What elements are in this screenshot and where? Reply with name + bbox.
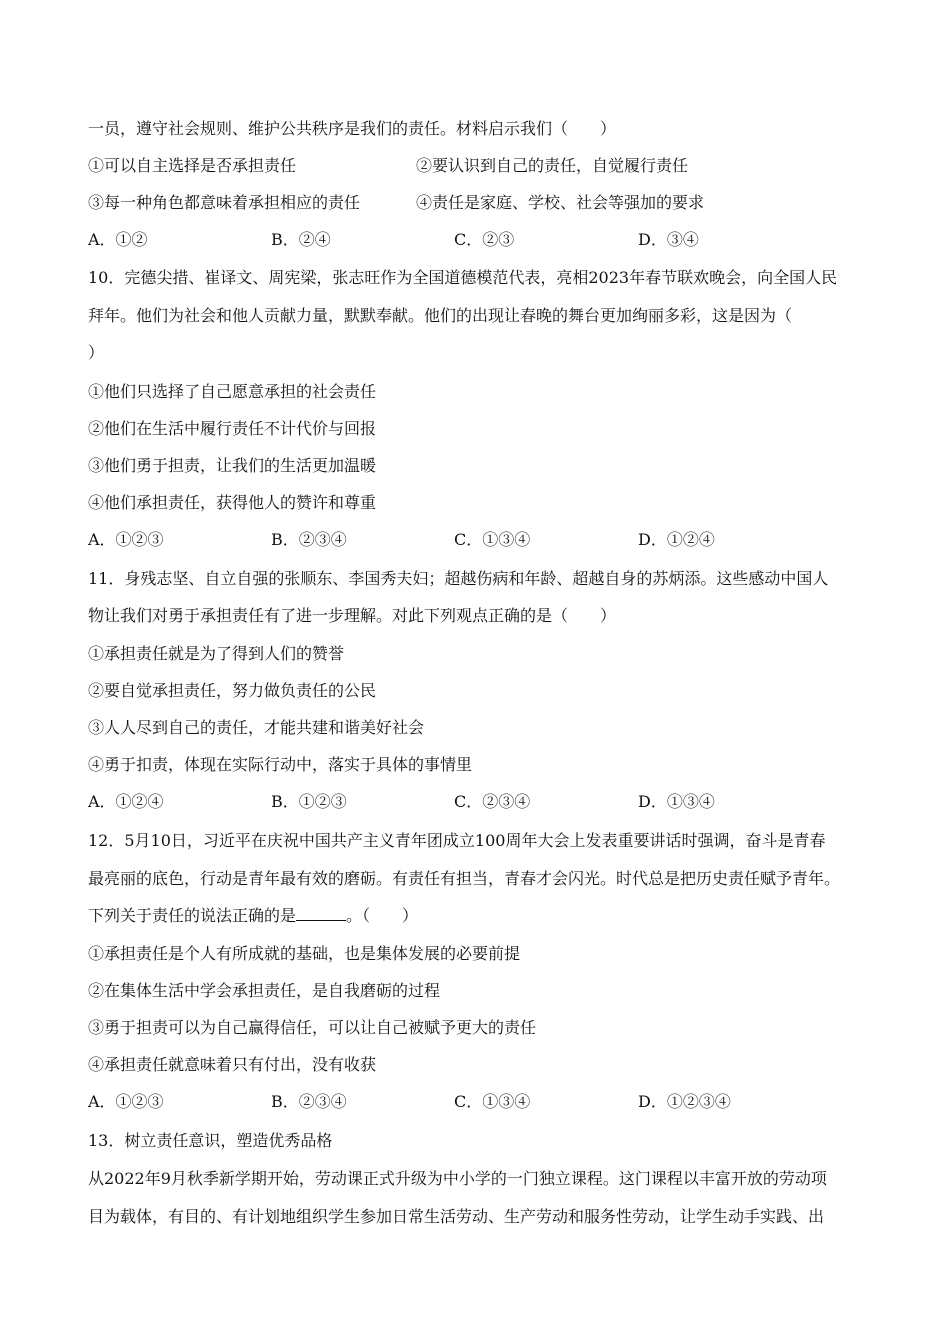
q10-statement-4: ④他们承担责任，获得他人的赞许和尊重 bbox=[88, 493, 377, 512]
q11-options bbox=[88, 791, 888, 813]
q12-option-b[interactable]: B．②③④ bbox=[271, 1092, 347, 1111]
q12-option-a[interactable]: A．①②③ bbox=[88, 1092, 164, 1111]
q9-statement-4: ④责任是家庭、学校、社会等强加的要求 bbox=[416, 193, 705, 212]
q12-statement-2: ②在集体生活中学会承担责任，是自我磨砺的过程 bbox=[88, 981, 441, 1000]
q12-stem-line-1: 12．5月10日，习近平在庆祝中国共产主义青年团成立100周年大会上发表重要讲话时强调，奋斗是青春 bbox=[88, 831, 826, 850]
q12-stem-line-2: 最亮丽的底色，行动是青年最有效的磨砺。有责任有担当，青春才会闪光。时代总是把历史责任赋予青年。 bbox=[88, 869, 841, 888]
q9-option-c[interactable]: C．②③ bbox=[454, 230, 515, 249]
q9-option-a[interactable]: A．①② bbox=[88, 230, 148, 249]
q13-material-line-1: 从2022年9月秋季新学期开始，劳动课正式升级为中小学的一门独立课程。这门课程以丰富开放的劳动项 bbox=[88, 1169, 827, 1188]
q11-option-d[interactable]: D．①③④ bbox=[638, 792, 715, 811]
q10-options bbox=[88, 529, 888, 551]
q11-statement-2: ②要自觉承担责任，努力做负责任的公民 bbox=[88, 681, 377, 700]
q10-option-d[interactable]: D．①②④ bbox=[638, 530, 715, 549]
q10-option-b[interactable]: B．②③④ bbox=[271, 530, 347, 549]
q12-statement-1: ①承担责任是个人有所成就的基础，也是集体发展的必要前提 bbox=[88, 944, 521, 963]
q11-stem-line-2: 物让我们对勇于承担责任有了进一步理解。对此下列观点正确的是（ ） bbox=[88, 606, 617, 625]
q9-statement-row-2 bbox=[88, 192, 888, 214]
q12-stem-paren: 。（ ） bbox=[346, 906, 419, 925]
q10-stem-line-1: 10．完德尖措、崔译文、周宪梁，张志旺作为全国道德模范代表，亮相2023年春节联欢晚会，向全国人民 bbox=[88, 268, 838, 287]
q10-stem-line-2: 拜年。他们为社会和他人贡献力量，默默奉献。他们的出现让春晚的舞台更加绚丽多彩，这是因为（ bbox=[88, 306, 793, 325]
q13-material-line-2: 目为载体，有目的、有计划地组织学生参加日常生活劳动、生产劳动和服务性劳动，让学生动手实践、出 bbox=[88, 1207, 825, 1226]
q12-answer-blank[interactable] bbox=[296, 906, 346, 921]
q11-statement-3: ③人人尽到自己的责任，才能共建和谐美好社会 bbox=[88, 718, 425, 737]
q9-stem-tail: 一员，遵守社会规则、维护公共秩序是我们的责任。材料启示我们（ ） bbox=[88, 119, 617, 138]
q11-option-b[interactable]: B．①②③ bbox=[271, 792, 347, 811]
q12-option-c[interactable]: C．①③④ bbox=[454, 1092, 531, 1111]
q13-title: 13．树立责任意识，塑造优秀品格 bbox=[88, 1131, 333, 1150]
q10-option-c[interactable]: C．①③④ bbox=[454, 530, 531, 549]
q11-option-c[interactable]: C．②③④ bbox=[454, 792, 531, 811]
q9-statement-row-1 bbox=[88, 155, 888, 177]
q10-statement-3: ③他们勇于担责，让我们的生活更加温暖 bbox=[88, 456, 377, 475]
q12-statement-4: ④承担责任就意味着只有付出，没有收获 bbox=[88, 1055, 377, 1074]
q12-options bbox=[88, 1091, 888, 1113]
q9-statement-3: ③每一种角色都意味着承担相应的责任 bbox=[88, 193, 361, 212]
q9-options bbox=[88, 229, 888, 251]
q10-stem-line-3: ） bbox=[88, 343, 105, 362]
q9-option-d[interactable]: D．③④ bbox=[638, 230, 699, 249]
q11-statement-1: ①承担责任就是为了得到人们的赞誉 bbox=[88, 644, 345, 663]
q9-statement-1: ①可以自主选择是否承担责任 bbox=[88, 156, 297, 175]
q9-option-b[interactable]: B．②④ bbox=[271, 230, 331, 249]
q12-stem-line-3 bbox=[88, 905, 418, 927]
q12-stem-prompt: 下列关于责任的说法正确的是 bbox=[88, 906, 297, 925]
q11-statement-4: ④勇于扣责，体现在实际行动中，落实于具体的事情里 bbox=[88, 755, 473, 774]
q10-statement-1: ①他们只选择了自己愿意承担的社会责任 bbox=[88, 382, 377, 401]
q12-statement-3: ③勇于担责可以为自己赢得信任，可以让自己被赋予更大的责任 bbox=[88, 1018, 537, 1037]
q10-statement-2: ②他们在生活中履行责任不计代价与回报 bbox=[88, 419, 377, 438]
q10-option-a[interactable]: A．①②③ bbox=[88, 530, 164, 549]
q12-option-d[interactable]: D．①②③④ bbox=[638, 1092, 731, 1111]
q11-stem-line-1: 11．身残志坚、自立自强的张顺东、李国秀夫妇；超越伤病和年龄、超越自身的苏炳添。这些感动中国人 bbox=[88, 569, 829, 588]
q9-statement-2: ②要认识到自己的责任，自觉履行责任 bbox=[416, 156, 689, 175]
q11-option-a[interactable]: A．①②④ bbox=[88, 792, 164, 811]
